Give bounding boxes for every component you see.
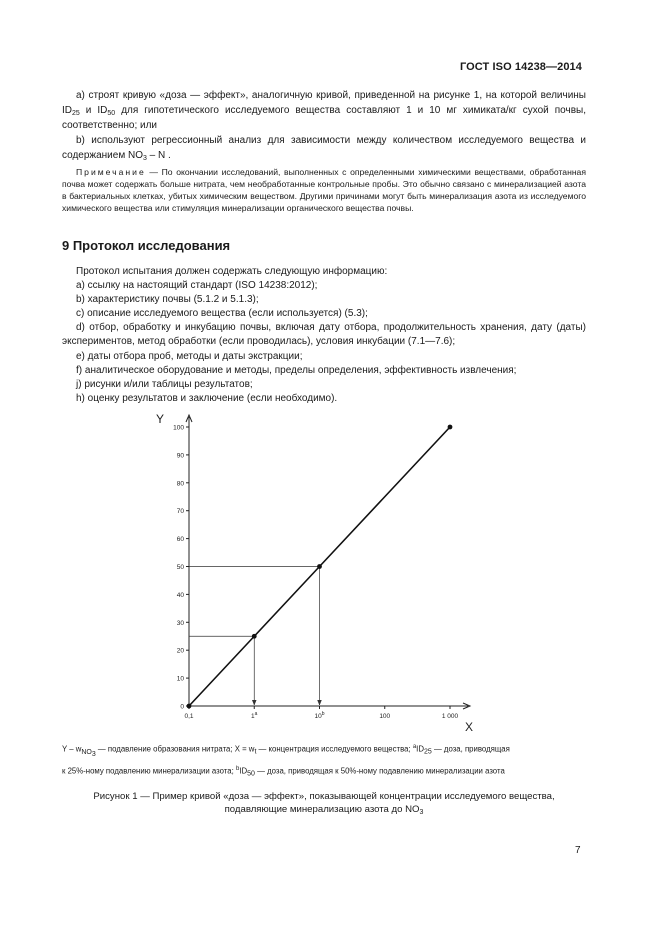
y-tick-label: 50 [176, 564, 184, 571]
y-tick-label: 60 [176, 536, 184, 544]
tick-labels [173, 425, 458, 721]
section-title: 9 Протокол исследования [62, 238, 231, 253]
y-tick-label: 30 [176, 619, 184, 627]
x-tick-label: 100 [379, 713, 391, 720]
data-point [187, 704, 192, 709]
protocol-lead: Протокол испытания должен содержать следующую информацию: [76, 266, 388, 277]
standard-header: ГОСТ ISO 14238—2014 [459, 61, 582, 73]
list-item: e) даты отбора проб, методы и даты экстракции; [76, 350, 303, 362]
figure-legend-line-2: к 25%-ному подавлению минерализации азота; $^bID_{50}$ — доза, приводящая к 50%-ному подавлению минерализации азота [62, 766, 505, 778]
data-point [252, 634, 257, 639]
list-item: c) описание исследуемого вещества (если используется) (5.3); [76, 308, 368, 320]
intro-item-b: b) используют регрессионный анализ для зависимости между количеством исследуемого вещества и содержанием $NO_3$ – N . [62, 135, 586, 162]
page-number: 7 [575, 845, 581, 856]
y-tick-label: 10 [176, 675, 184, 683]
reference-arrow [252, 700, 256, 705]
y-tick-label: 100 [173, 424, 184, 432]
x-tick-label: 0,1 [184, 713, 194, 720]
y-tick-label: 70 [176, 508, 184, 516]
figure-caption: Рисунок 1 — Пример кривой «доза — эффект», показывающей концентрации исследуемого вещества, подавляющие минерализацию азота до $NO_3$ [93, 791, 555, 816]
list-item: h) оценку результатов и заключение (если необходимо). [76, 392, 338, 404]
figure-legend-line-1: Y – $w_{NO_3}$ — подавление образования нитрата; $X = w_t$ — концентрация исследуемого вещества; $^aID_{25}$ — доза, приводящая [62, 744, 510, 758]
x-axis-label: X [465, 720, 474, 734]
list-item: d) отбор, обработку и инкубацию почвы, включая дату отбора, продолжительность хранения, дату (даты) экспериментов, метод обработки (если проводилась), условия инкубации (7.1—7.6); [62, 322, 586, 348]
note-paragraph: Примечание — По окончании исследований, выполненных с определенными химическими веществами, обработанная почва может содержать больше нитрата, чем необработанные контрольные пробы. Это обычно связано с минерализацией азота в бактериальных клетках, убитых химическим веществом. Другими причинами могут быть минерализация азота из исследуемого химического вещества или стимуляция минерализации органического вещества почвы. [62, 167, 586, 213]
y-tick-label: 0 [180, 703, 184, 711]
y-tick-label: 80 [176, 480, 184, 488]
note-label: Примечание [76, 167, 146, 177]
y-tick-label: 90 [176, 452, 184, 460]
x-tick-label: 1$^a$ [251, 711, 258, 720]
list-item: f) аналитическое оборудование и методы, пределы определения, эффективность извлечения; [76, 364, 517, 376]
x-tick-label: 10$^b$ [314, 711, 325, 720]
list-item: j) рисунки и/или таблицы результатов; [76, 378, 253, 390]
x-tick-label: 1 000 [441, 713, 459, 720]
y-tick-label: 40 [176, 591, 184, 599]
list-item: b) характеристику почвы (5.1.2 и 5.1.3); [76, 294, 259, 306]
list-item: a) ссылку на настоящий стандарт (ISO 14238:2012); [76, 280, 318, 292]
reference-arrow [318, 700, 322, 705]
intro-item-a: a) строят кривую «доза — эффект», аналогичную кривой, приведенной на рисунке 1, на которой величины $ID_{25}$ и $ID_{50}$ для гипотетического исследуемого вещества составляют 1 и 10 мг химиката/кг сухой почвы, соответственно; или [62, 90, 586, 131]
data-point [317, 564, 322, 569]
data-point [448, 425, 453, 430]
y-tick-label: 20 [176, 647, 184, 655]
y-axis-label: Y [156, 412, 165, 426]
